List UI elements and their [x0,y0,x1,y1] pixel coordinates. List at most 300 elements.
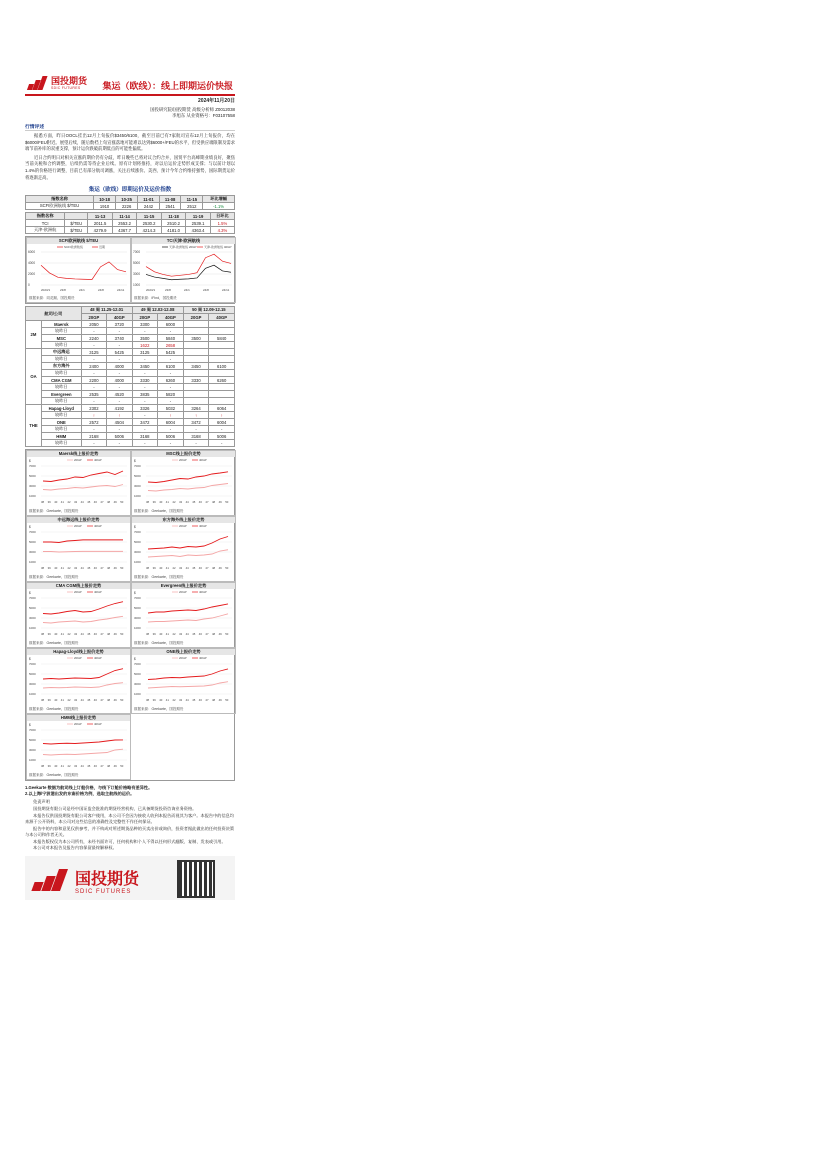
rate-cell: 4000 [107,377,132,384]
x-tick-label: 49 [113,632,117,637]
chart-title: HMM线上报价走势 [27,715,130,721]
legend-label: 40GP [94,458,102,463]
series-line [43,740,123,744]
chart-title: SCFI欧洲航线 $/TEU [27,238,130,244]
notes [25,785,235,797]
x-tick-label: 43 [74,566,78,571]
series-line [148,682,228,688]
rate-cell: - [107,370,132,377]
rate-cell: 5425 [107,349,132,356]
legend-label: 天津-欧洲航线 20GP [169,245,197,250]
carrier-chart-svg [132,589,235,639]
rate-cell: - [158,328,184,335]
table-header: 航司/公司 [26,307,82,321]
carrier-chart [131,516,236,582]
carrier-name: 较昨日 [41,342,81,349]
brand-logo [27,76,87,90]
y-tick-label: 7000 [29,596,36,601]
chart-title: 东方海外线上报价走势 [132,517,235,523]
y-tick-label: 4000 [28,261,36,266]
footer-brand-cn: 国投期货 [75,870,140,888]
x-tick-label: 42 [67,632,71,637]
rate-cell: 6064 [209,405,235,412]
series-line [148,604,228,613]
table-row [26,363,235,370]
table-title: 集运（欧线）即期运价及运价指数 [88,187,172,194]
footer [25,856,235,900]
carrier-chart [131,450,236,516]
chart-title: Hapag-Lloyd线上报价走势 [27,649,130,655]
table-row [26,398,235,405]
y-tick-label: 7000 [134,464,141,469]
brand-cn: 国投期货 [51,75,88,86]
chart-title: CMA CGM线上报价走势 [27,583,130,589]
rate-cell: - [107,398,132,405]
x-tick-label: 43 [74,698,78,703]
x-tick-label: 44 [80,764,84,769]
x-tick-label: 48 [107,764,111,769]
rate-cell: 2240 [81,335,106,342]
x-tick-label: 48 [212,698,216,703]
rate-cell: ↑ [81,412,106,419]
x-tick-label: 39 [152,698,156,703]
unit-label: $ [134,591,136,596]
x-tick-label: 24/1 [79,288,85,293]
x-tick-label: 24/11 [117,288,125,293]
carrier-chart [131,648,236,714]
rate-cell: 2535 [81,391,106,398]
x-tick-label: 23/8 [165,288,171,293]
rate-cell: - [158,426,184,433]
x-tick-label: 39 [47,698,51,703]
rate-cell [183,370,209,377]
rate-cell: 3835 [132,391,158,398]
rate-cell [209,370,235,377]
table-header: 49 周 12.02-12.08 [132,307,183,314]
rate-cell: 5006 [209,433,235,440]
x-tick-label: 40 [54,632,58,637]
x-tick-label: 44 [80,500,84,505]
x-tick-label: 24/8 [203,288,209,293]
x-tick-label: 42 [172,500,176,505]
rate-cell [209,384,235,391]
table-row [26,433,235,440]
x-tick-label: 41 [60,764,64,769]
y-tick-label: 1000 [134,494,141,499]
x-tick-label: 40 [159,632,163,637]
rate-cell: 3500 [183,335,209,342]
carrier-rate-table [25,306,235,447]
footer-logo [31,866,139,895]
y-tick-label: 7000 [134,596,141,601]
x-tick-label: 48 [212,632,216,637]
x-tick-label: 45 [87,566,91,571]
chart-title: TCI天津-欧洲航线 [132,238,235,244]
x-tick-label: 47 [205,698,209,703]
legend-label: 40GP [199,458,207,463]
x-tick-label: 42 [67,698,71,703]
rate-cell: 6260 [209,377,235,384]
alliance-cell: 2M [26,321,42,349]
carrier-name: CMA CGM [41,377,81,384]
x-tick-label: 41 [60,500,64,505]
table-row [26,384,235,391]
table-row [26,328,235,335]
rate-cell: 3330 [132,377,158,384]
x-tick-label: 45 [87,764,91,769]
series-line [148,550,228,557]
x-tick-label: 40 [54,698,58,703]
rate-cell [183,391,209,398]
x-tick-label: 45 [87,632,91,637]
x-tick-label: 48 [107,632,111,637]
x-tick-label: 46 [198,698,202,703]
y-tick-label: 1000 [134,692,141,697]
table-subheader: 40GP [209,314,235,321]
x-tick-label: 47 [100,500,104,505]
report-date: 2024年11月20日 [198,98,235,104]
carrier-name: 较昨日 [41,370,81,377]
rate-cell: - [132,426,158,433]
rate-cell: - [183,426,209,433]
y-tick-label: 1000 [134,626,141,631]
paragraph: 近日合约明日对相关宣涨的期价仍有分歧，昨日晚些已将对议合约合并，国贸平台高峰期业绩良好，聚焦当前关税和合约调整，后续仍需等待企业后续。原有计划将推持，对以后运价走势形成支撑；与以前计划以1.4%的价格进行调整，目前已有部分航司调涨，关注后续涨价。美西、预计今年合约维持强势，国际期货运价将逐渐走高。 [25,154,235,180]
x-tick-label: 49 [218,566,222,571]
x-tick-label: 43 [179,500,183,505]
table-row [26,321,235,328]
rate-cell: - [81,328,106,335]
logo-mark-icon [31,869,71,891]
table-row: SCFI欧洲航线 $/TEU 1910 2226 2442 2541 2512 -1.1% [26,203,235,210]
disclaimer-para: 本公司对本报告及报告内容保留最终解释权。 [33,845,117,851]
series-line [148,484,228,492]
chart-scfi [26,237,131,303]
report-header [25,74,235,96]
rate-cell: - [81,398,106,405]
y-tick-label: 5000 [134,540,141,545]
rate-cell [209,328,235,335]
x-tick-label: 46 [93,698,97,703]
x-tick-label: 38 [41,632,45,637]
carrier-name: Maersk [41,321,81,328]
index-table: 指数名称 10-18 10-25 11-01 11-08 11-15 环比增幅 SCFI欧洲航线 $/TEU 1910 2226 2442 2541 2512 -1.1% [25,195,235,210]
y-tick-label: 2000 [28,272,36,277]
x-tick-label: 40 [54,764,58,769]
series-line [148,669,228,680]
rate-cell: - [132,356,158,363]
carrier-name: 较昨日 [41,328,81,335]
rate-cell: - [107,426,132,433]
y-tick-label: 3000 [29,550,36,555]
y-tick-label: 1000 [29,626,36,631]
table-subheader: 20GP [183,314,209,321]
rate-cell: 5840 [209,335,235,342]
y-tick-label: 7000 [134,530,141,535]
rate-cell: 5032 [158,405,184,412]
x-tick-label: 47 [205,500,209,505]
x-tick-label: 38 [146,500,150,505]
rate-cell: 3125 [81,349,106,356]
y-tick-label: 3000 [134,550,141,555]
legend-label: 40GP [199,524,207,529]
rate-cell: 3740 [107,335,132,342]
x-tick-label: 38 [41,764,45,769]
rate-cell: - [132,412,158,419]
rate-cell: 1622 [132,342,158,349]
rate-cell [209,321,235,328]
carrier-name: 较昨日 [41,440,81,447]
x-tick-label: 2023/1 [41,288,51,293]
rate-cell: - [209,426,235,433]
table-row [26,349,235,356]
section-title: 行情评述 [25,123,235,131]
x-tick-label: 45 [192,500,196,505]
rate-cell: 6000 [158,321,184,328]
rate-cell: ↑ [209,412,235,419]
x-tick-label: 38 [41,566,45,571]
rate-cell: - [107,356,132,363]
carrier-chart [26,516,131,582]
table-row: TCI $/TEU 2011.5 2553.2 2530.2 2510.2 2539.1 1.5% [26,220,235,227]
table-header: 50 周 12.09-12.15 [183,307,234,314]
x-tick-label: 43 [74,500,78,505]
rate-cell: - [107,440,132,447]
rate-cell: - [132,398,158,405]
rate-cell: 3300 [132,321,158,328]
author-line: 李旭东 从业资格号：F03107558 [172,113,235,118]
x-tick-label: 49 [113,764,117,769]
unit-label: $ [29,591,31,596]
table-row [26,342,235,349]
x-tick-label: 46 [198,632,202,637]
rate-cell: 3264 [183,405,209,412]
chart-source: 数据来源：Geekarte、国投期货 [134,575,184,580]
rate-cell: 6004 [158,419,184,426]
carrier-name: Hapag-Lloyd [41,405,81,412]
legend-label: 20GP [74,458,82,463]
series-line [43,683,123,688]
report-page [25,74,235,900]
carrier-name: 较昨日 [41,384,81,391]
chart-source: 数据来源：同花顺、国投期货 [29,296,75,301]
table-row [26,440,235,447]
y-tick-label: 1000 [29,692,36,697]
rate-cell: - [107,384,132,391]
x-tick-label: 41 [60,632,64,637]
x-tick-label: 39 [47,632,51,637]
x-tick-label: 50 [120,566,124,571]
x-tick-label: 50 [225,632,229,637]
unit-label: $ [29,459,31,464]
rate-cell: - [81,426,106,433]
legend-label: 20GP [74,524,82,529]
carrier-name: 较昨日 [41,426,81,433]
x-tick-label: 24/11 [222,288,230,293]
carrier-chart-svg [27,523,130,573]
y-tick-label: 7000 [29,728,36,733]
table-subheader: 40GP [107,314,132,321]
x-tick-label: 41 [165,698,169,703]
table-row [26,426,235,433]
x-tick-label: 40 [54,500,58,505]
x-tick-label: 42 [172,566,176,571]
rate-cell: ↑ [158,412,184,419]
x-tick-label: 48 [212,500,216,505]
rate-cell [183,398,209,405]
y-tick-label: 5000 [29,606,36,611]
y-tick-label: 5000 [29,540,36,545]
rate-cell: 3450 [132,363,158,370]
rate-cell: 3330 [183,377,209,384]
unit-label: $ [134,525,136,530]
table-row [26,419,235,426]
rate-cell [183,342,209,349]
x-tick-label: 50 [225,566,229,571]
rate-cell [183,384,209,391]
table-header: 48 周 11.25-12.01 [81,307,132,314]
x-tick-label: 47 [100,764,104,769]
y-tick-label: 7000 [29,464,36,469]
y-tick-label: 5000 [134,672,141,677]
x-tick-label: 47 [205,566,209,571]
chart-source: 数据来源：Geekarte、国投期货 [134,707,184,712]
rate-cell [209,391,235,398]
rate-cell: 3125 [132,349,158,356]
carrier-name: 东方海外 [41,363,81,370]
x-tick-label: 43 [74,764,78,769]
y-tick-label: 3000 [29,484,36,489]
x-tick-label: 38 [146,566,150,571]
top-charts [25,236,235,304]
table-subheader: 40GP [158,314,184,321]
x-tick-label: 50 [225,500,229,505]
disclaimer-para: 报告中的内容和意见仅供参考，并不构成对所述期货品种的买卖出价或询价，投资者据此做出的任何投资决策与本公司和作者无关。 [25,825,235,838]
x-tick-label: 47 [100,698,104,703]
y-tick-label: 7000 [133,250,141,255]
x-tick-label: 40 [159,698,163,703]
carrier-chart-svg [27,589,130,639]
rate-cell: - [158,384,184,391]
disclaimer-para: 本报告版权仅为本公司所有，未经书面许可，任何机构和个人不得以任何形式翻版、复制、发表或引用。 [33,838,226,844]
table-row [26,412,235,419]
x-tick-label: 43 [74,632,78,637]
y-tick-label: 3000 [134,616,141,621]
author-line: 国投研究院/国投期货 高级分析师 Z0012038 [150,107,235,112]
rate-cell: 2200 [81,377,106,384]
legend-label: 20GP [179,590,187,595]
carrier-name: 较昨日 [41,412,81,419]
carrier-chart-svg [27,457,130,507]
x-tick-label: 42 [67,500,71,505]
tci-table: 指数名称 11-13 11-14 11-15 11-18 11-19 日环比 TCI $/TEU 2011.5 2553.2 2530.2 2510.2 2539.1 1.5% 天津-欧洲航 $/TEU 4279.9 4367.7 4214.3 4181.0 4363.4 4.3% [25,212,235,234]
carrier-chart [26,648,131,714]
table-subheader: 20GP [81,314,106,321]
chart-tci [131,237,236,303]
rate-cell [209,356,235,363]
rate-cell: - [132,370,158,377]
x-tick-label: 42 [172,632,176,637]
x-tick-label: 41 [60,566,64,571]
series-line [41,262,126,280]
qr-code-icon [177,860,215,898]
note-line: 2.以上海/宁波港出发的东南价格为例，选取主航线的运价。 [25,791,135,797]
y-tick-label: 3000 [29,748,36,753]
x-tick-label: 50 [120,764,124,769]
rate-cell: 5425 [158,349,184,356]
x-tick-label: 38 [146,632,150,637]
series-line [146,254,231,276]
x-tick-label: 41 [165,566,169,571]
disclaimer-title: 免责声明 [33,799,50,805]
x-tick-label: 46 [93,632,97,637]
rate-cell: 3720 [107,321,132,328]
x-tick-label: 40 [159,566,163,571]
x-tick-label: 42 [67,764,71,769]
rate-cell [209,398,235,405]
x-tick-label: 49 [113,566,117,571]
rate-cell: - [132,328,158,335]
x-tick-label: 44 [80,698,84,703]
y-tick-label: 5000 [133,261,141,266]
brand-en: SDIC FUTURES [51,85,81,90]
chart-source: 数据来源：iFind，国投期货 [134,296,177,301]
chart-source: 数据来源：Geekarte、国投期货 [29,509,79,514]
x-tick-label: 46 [93,566,97,571]
chart-source: 数据来源：Geekarte、国投期货 [29,641,79,646]
x-tick-label: 40 [54,566,58,571]
x-tick-label: 45 [192,632,196,637]
x-tick-label: 43 [179,698,183,703]
legend-label: 20GP [179,656,187,661]
carrier-chart [26,450,131,516]
rate-cell: - [81,356,106,363]
chart-source: 数据来源：Geekarte、国投期货 [29,575,79,580]
x-tick-label: 2023/1 [146,288,156,293]
y-tick-label: 7000 [134,662,141,667]
legend-label: 40GP [199,590,207,595]
x-tick-label: 45 [87,500,91,505]
report-title: 集运（欧线）：线上即期运价快报 [102,81,233,91]
rate-cell: - [158,398,184,405]
x-tick-label: 42 [172,698,176,703]
y-tick-label: 3000 [134,484,141,489]
legend-label: 近期 [99,245,106,250]
legend-label: 40GP [199,656,207,661]
chart-source: 数据来源：Geekarte、国投期货 [29,773,79,778]
alliance-cell: THE [26,405,42,447]
rate-cell: 3500 [132,335,158,342]
y-tick-label: 3000 [29,682,36,687]
x-tick-label: 50 [120,698,124,703]
x-tick-label: 39 [152,566,156,571]
y-tick-label: 1000 [134,560,141,565]
x-tick-label: 39 [47,500,51,505]
y-tick-label: 0 [28,283,30,288]
table-row [26,356,235,363]
x-tick-label: 46 [93,764,97,769]
carrier-chart-svg [132,523,235,573]
x-tick-label: 50 [225,698,229,703]
carrier-name: MSC [41,335,81,342]
carrier-name: 较昨日 [41,356,81,363]
rate-cell: 4192 [107,405,132,412]
y-tick-label: 7000 [29,530,36,535]
rate-cell: - [107,328,132,335]
rate-cell: ↑ [107,412,132,419]
x-tick-label: 50 [120,632,124,637]
rate-cell: ↑ [183,412,209,419]
x-tick-label: 38 [41,698,45,703]
